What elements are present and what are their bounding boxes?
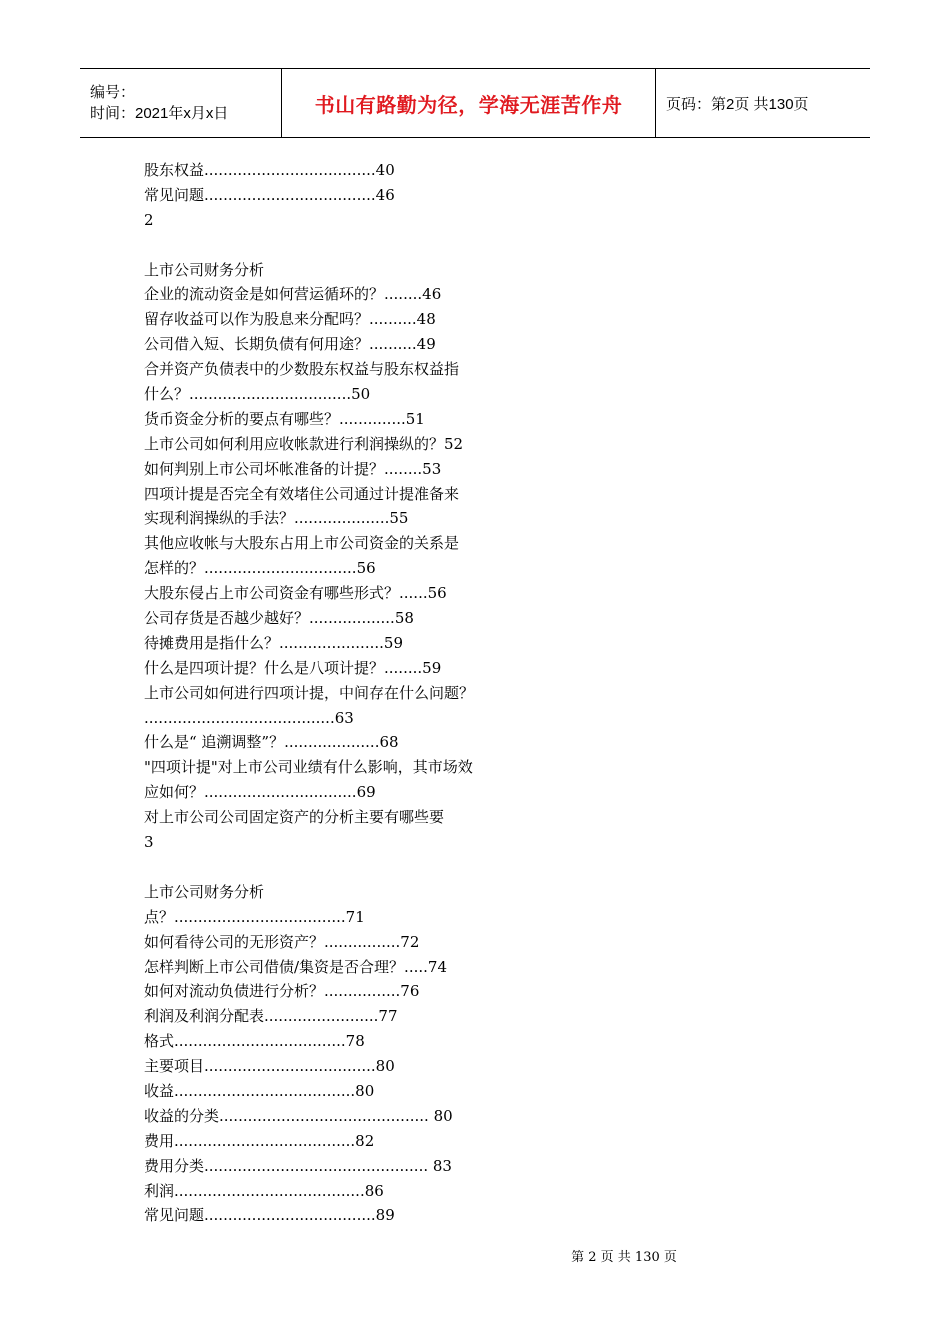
header-right-cell [656, 69, 870, 137]
toc-line: 利润及利润分配表........................77 [144, 1007, 398, 1026]
toc-line: 上市公司财务分析 [144, 260, 265, 279]
toc-line: 收益的分类............................................ 80 [144, 1106, 453, 1125]
toc-line: 如何对流动负债进行分析？................76 [144, 982, 420, 1001]
toc-line: 实现利润操纵的手法？....................55 [144, 509, 409, 528]
toc-line: 利润........................................86 [144, 1181, 384, 1200]
toc-line: 货币资金分析的要点有哪些？..............51 [144, 409, 425, 428]
toc-line: 企业的流动资金是如何营运循环的？........46 [144, 285, 442, 304]
toc-line: 对上市公司公司固定资产的分析主要有哪些要 [144, 808, 445, 827]
toc-line: 费用......................................82 [144, 1131, 375, 1150]
toc-line: 常见问题....................................89 [144, 1206, 395, 1225]
toc-line: 其他应收帐与大股东占用上市公司资金的关系是 [144, 534, 460, 553]
toc-line: 什么？..................................50 [144, 385, 371, 404]
toc-line: 留存收益可以作为股息来分配吗？..........48 [144, 310, 436, 329]
header-left-cell [80, 69, 281, 137]
number-label: 编号： [90, 84, 136, 101]
toc-line: ........................................63 [144, 708, 354, 727]
toc-line: 格式....................................78 [144, 1032, 365, 1051]
toc-line: 待摊费用是指什么？......................59 [144, 633, 403, 652]
date-label: 时间：2021年x月x日 [90, 105, 229, 122]
toc-line [144, 233, 544, 258]
toc-line: 点？....................................71 [144, 907, 365, 926]
toc-line: 股东权益....................................40 [144, 161, 395, 179]
toc-line: 公司借入短、长期负债有何用途？..........49 [144, 335, 436, 354]
toc-line: 常见问题....................................46 [144, 185, 395, 204]
toc-line: 收益......................................80 [144, 1081, 375, 1100]
toc-line: 合并资产负债表中的少数股东权益与股东权益指 [144, 360, 460, 379]
toc-line: 上市公司财务分析 [144, 882, 265, 901]
table-of-contents [144, 158, 544, 1228]
toc-line: 费用分类............................................... 83 [144, 1156, 452, 1175]
page-header [80, 68, 870, 138]
toc-line: 什么是四项计提？什么是八项计提？........59 [144, 658, 442, 677]
motto-text: 书山有路勤为径，学海无涯苦作舟 [314, 92, 623, 117]
toc-line: 怎样判断上市公司借债/集资是否合理？.....74 [144, 957, 447, 976]
toc-line: 什么是“ 追溯调整”？....................68 [144, 733, 399, 752]
toc-line: 2 [144, 210, 154, 229]
toc-line [144, 855, 544, 880]
toc-line: 如何判别上市公司坏帐准备的计提？........53 [144, 459, 442, 478]
page-label: 页码：第2页 共130页 [666, 95, 809, 113]
toc-line: 公司存货是否越少越好？..................58 [144, 609, 414, 628]
toc-line: 上市公司如何进行四项计提，中间存在什么问题？ [144, 683, 475, 702]
toc-line: 主要项目....................................80 [144, 1057, 395, 1076]
header-motto-cell [281, 69, 656, 137]
toc-line: 如何看待公司的无形资产？................72 [144, 932, 420, 951]
toc-line: "四项计提"对上市公司业绩有什么影响，其市场效 [144, 758, 473, 777]
toc-line: 应如何？................................69 [144, 783, 376, 802]
toc-line: 3 [144, 833, 154, 852]
page-footer: 第 2 页 共 130 页 [571, 1250, 677, 1265]
toc-line: 上市公司如何利用应收帐款进行利润操纵的？52 [144, 434, 464, 453]
toc-line: 四项计提是否完全有效堵住公司通过计提准备来 [144, 484, 460, 503]
toc-line: 大股东侵占上市公司资金有哪些形式？......56 [144, 584, 447, 603]
toc-line: 怎样的？................................56 [144, 559, 376, 578]
